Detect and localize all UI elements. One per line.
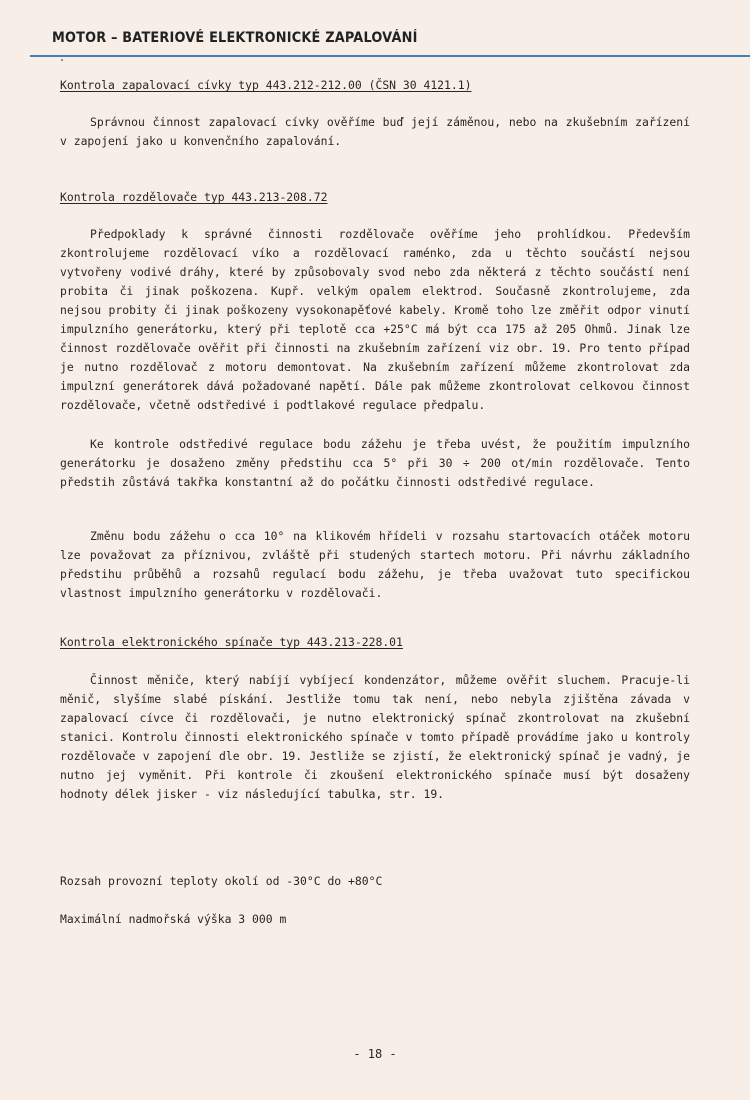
paragraph-coil: Správnou činnost zapalovací cívky ověříme buď její záměnou, nebo na zkušebním zařízení v zapojení jako u konvenčního zapalování. <box>60 115 690 148</box>
note-temperature: Rozsah provozní teploty okolí od -30°C do +80°C <box>60 874 383 888</box>
page-number: - 18 - <box>353 1047 397 1061</box>
section-title-coil: Kontrola zapalovací cívky typ 443.212-212.00 (ČSN 30 4121.1) <box>60 78 472 92</box>
section-title-switch: Kontrola elektronického spínače typ 443.213-228.01 <box>60 635 403 649</box>
paragraph-switch: Činnost měniče, který nabíjí vybíjecí kondenzátor, můžeme ověřit sluchem. Pracuje-li měnič, slyšíme slabé pískání. Jestliže tomu tak není, nebo nebyla zjištěna závada v zapalovací cívce či rozdělovači, je nutno elektronický spínač zkontrolovat na zkušební stanici. Kontrolu činnosti elektronického spínače v tomto případě provádíme jako u kontroly rozdělovače v zapojení dle obr. 19. Jestliže se zjistí, že elektronický spínač je vadný, je nutno jej vyměnit. Při kontrole či zkoušení elektronického spínače musí být dosaženy hodnoty délek jisker - viz následující tabulka, str. 19. <box>60 673 690 801</box>
page-header: MOTOR – BATERIOVÉ ELEKTRONICKÉ ZAPALOVÁNÍ <box>52 30 418 46</box>
header-rule <box>30 55 750 57</box>
header-dot <box>61 59 63 61</box>
paragraph-distributor-2: Ke kontrole odstředivé regulace bodu zážehu je třeba uvést, že použitím impulzního generátorku je dosaženo změny předstihu cca 5° při 30 ÷ 200 ot/min rozdělovače. Tento předstih zůstává takřka konstantní až do počátku činnosti odstředivé regulace. <box>60 437 690 489</box>
paragraph-distributor-3: Změnu bodu zážehu o cca 10° na klikovém hřídeli v rozsahu startovacích otáček motoru lze považovat za příznivou, zvláště při studených startech motoru. Při návrhu základního předstihu průběhů a rozsahů regulací bodu zážehu, je třeba uvažovat tuto specifickou vlastnost impulzního generátorku v rozdělovači. <box>60 529 690 600</box>
section-title-distributor: Kontrola rozdělovače typ 443.213-208.72 <box>60 190 328 204</box>
note-altitude: Maximální nadmořská výška 3 000 m <box>60 912 287 926</box>
paragraph-distributor-1: Předpoklady k správné činnosti rozdělovače ověříme jeho prohlídkou. Především zkontrolujeme rozdělovací víko a rozdělovací raménko, zda u těchto součástí nejsou vytvořeny vodivé dráhy, které by způsobovaly svod nebo zda některá z těchto součástí není probita či jinak poškozena. Kupř. velkým opalem elektrod. Současně zkontrolujeme, zda nejsou probity či jinak poškozeny vysokonapěťové kabely. Kromě toho lze změřit odpor vinutí impulzního generátorku, který při teplotě cca +25°C má být cca 175 až 205 Ohmů. Jinak lze činnost rozdělovače ověřit při činnosti na zkušebním zařízení viz obr. 19. Pro tento případ je nutno rozdělovač z motoru demontovat. Na zkušebním zařízení můžeme zkontrolovat zda impulzní generátorek dává požadované napětí. Dále pak můžeme zkontrolovat celkovou činnost rozdělovače, včetně odstředivé i podtlakové regulace předpalu. <box>60 227 690 412</box>
